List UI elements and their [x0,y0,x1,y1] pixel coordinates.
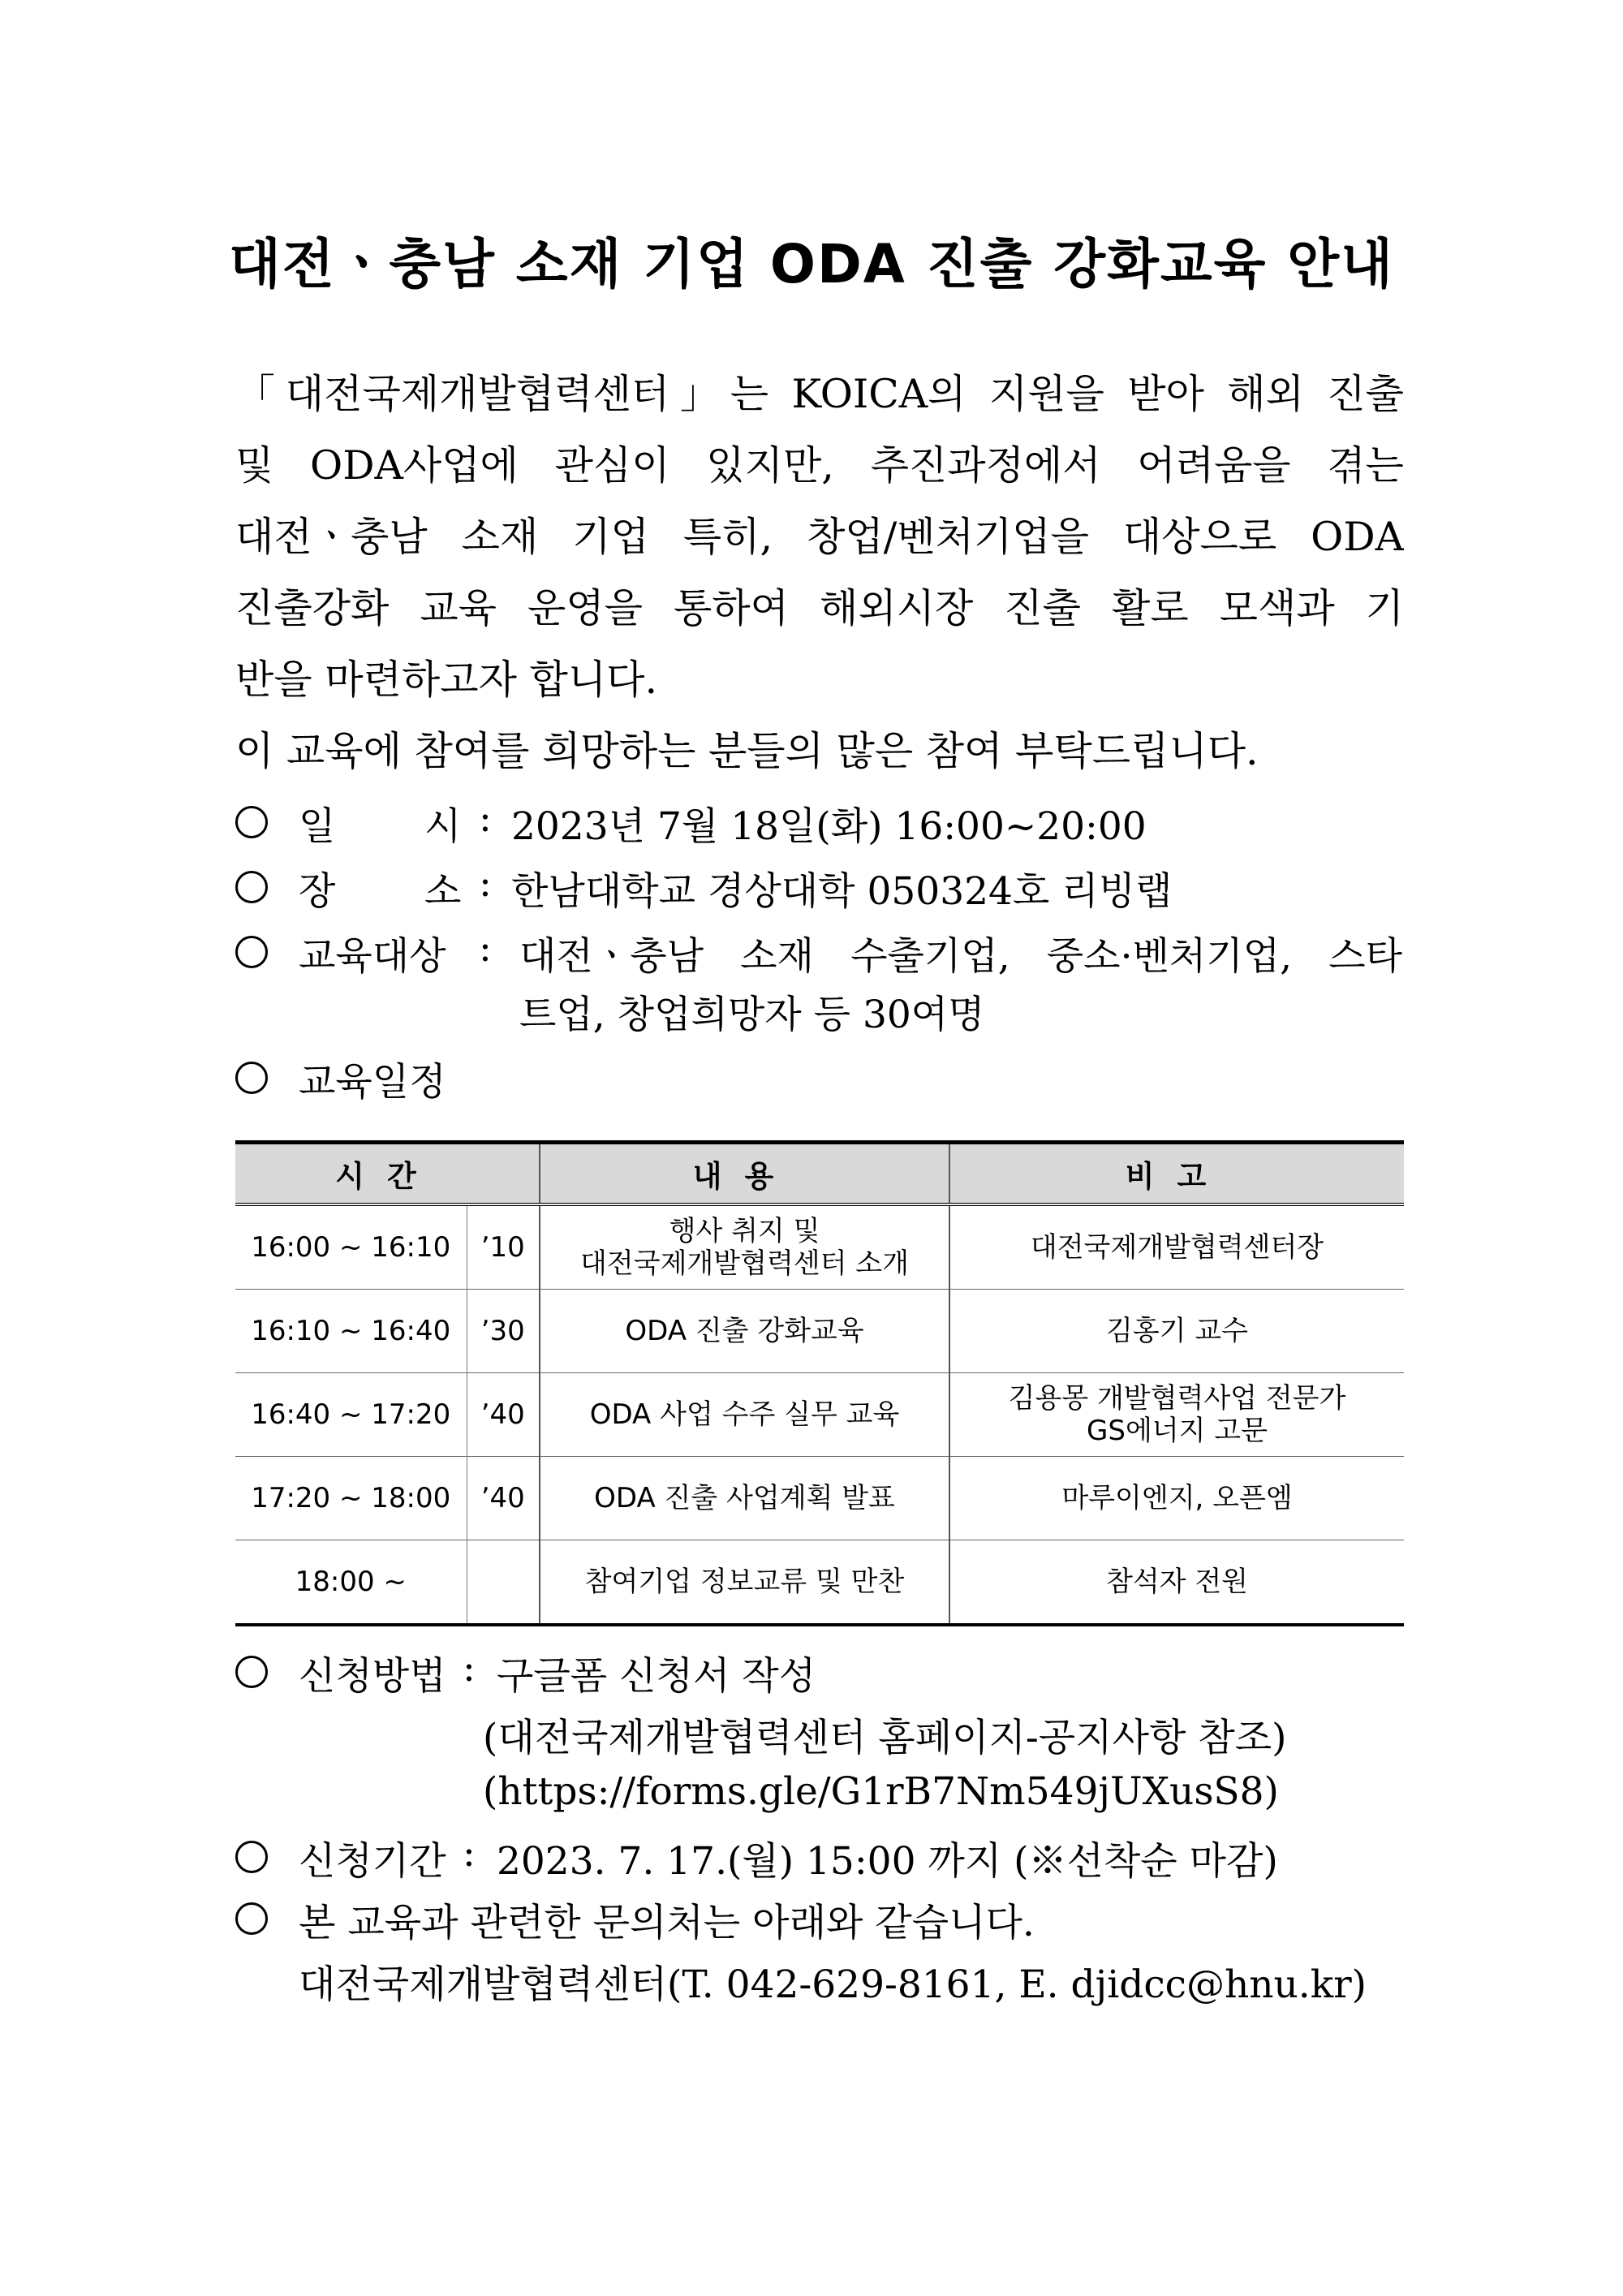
header-content: 내용 [540,1143,949,1205]
target-item: 교육대상 : 대전ㆍ충남 소재 수출기업, 중소·벤처기업, 스타 [235,921,1412,986]
intro-line: 반을 마련하고자 합니다. [235,657,658,703]
schedule-heading-item [235,1047,1412,1112]
row-time: 17:20 ~ 18:00 [235,1457,467,1540]
method-url: (https://forms.gle/G1rB7Nm549jUXusS8) [483,1769,1279,1814]
row-note: 김용몽 개발협력사업 전문가 GS에너지 고문 [949,1373,1404,1457]
row-duration: ’10 [467,1204,540,1290]
table-header-row [235,1143,1404,1205]
circle-bullet-icon [235,1902,268,1935]
place-label: 장 소 [299,869,462,914]
contact-line: 본 교육과 관련한 문의처는 아래와 같습니다. [299,1901,1035,1945]
row-time: 18:00 ~ [235,1540,467,1626]
period-item: 신청기간 : 2023. 7. 17.(월) 15:00 까지 (※선착순 마감) [235,1826,1412,1888]
place-value: 한남대학교 경상대학 050324호 리빙랩 [511,869,1173,914]
circle-bullet-icon [235,1062,268,1094]
header-note: 비고 [949,1143,1404,1205]
row-content: 행사 취지 및 대전국제개발협력센터 소개 [540,1204,949,1290]
intro-line: 대전ㆍ충남 소재 기업 특히, 창업/벤처기업을 대상으로 ODA [235,514,1404,560]
row-time: 16:10 ~ 16:40 [235,1290,467,1373]
date-item: 일 시 : 2023년 7월 18일(화) 16:00~20:00 [235,791,1412,856]
place-item: 장 소 : 한남대학교 경상대학 050324호 리빙랩 [235,856,1412,921]
row-duration [467,1540,540,1626]
date-value: 2023년 7월 18일(화) 16:00~20:00 [511,804,1147,849]
row-duration: ’30 [467,1290,540,1373]
row-content: ODA 진출 강화교육 [540,1290,949,1373]
intro-line: 진출강화 교육 운영을 통하여 해외시장 진출 활로 모색과 기 [235,585,1404,631]
table-row [235,1540,1404,1626]
method-label: 신청방법 [299,1654,446,1699]
row-time: 16:40 ~ 17:20 [235,1373,467,1457]
table-row [235,1457,1404,1540]
table-row [235,1204,1404,1290]
intro-line: 및 ODA사업에 관심이 있지만, 추진과정에서 어려움을 겪는 [235,442,1404,489]
row-note: 김홍기 교수 [949,1290,1404,1373]
method-note: (대전국제개발협력센터 홈페이지-공지사항 참조) [483,1716,1287,1760]
schedule-table [235,1140,1404,1626]
intro-line: 「대전국제개발협력센터」는 KOICA의 지원을 받아 해외 진출 [235,371,1404,417]
row-note: 참석자 전원 [949,1540,1404,1626]
table-row [235,1373,1404,1457]
method-value: 구글폼 신청서 작성 [497,1654,816,1699]
row-content: ODA 사업 수주 실무 교육 [540,1373,949,1457]
period-value: 2023. 7. 17.(월) 15:00 까지 (※선착순 마감) [497,1839,1278,1884]
table-row [235,1290,1404,1373]
circle-bullet-icon [235,871,268,903]
row-note: 마루이엔지, 오픈엠 [949,1457,1404,1540]
details-list [235,791,1412,1112]
method-item: 신청방법 : 구글폼 신청서 작성 [235,1641,1412,1703]
row-duration: ’40 [467,1457,540,1540]
application-info [235,1641,1412,2011]
intro-closing: 이 교육에 참여를 희망하는 분들의 많은 참여 부탁드립니다. [235,728,1259,774]
target-label: 교육대상 [299,934,446,979]
circle-bullet-icon [235,936,268,968]
target-value: 대전ㆍ충남 소재 수출기업, 중소·벤처기업, 스타 [519,934,1402,979]
target-value-cont: 트업, 창업희망자 등 30여명 [519,993,985,1037]
row-note: 대전국제개발협력센터장 [949,1204,1404,1290]
date-label: 일 시 [299,804,462,849]
row-time: 16:00 ~ 16:10 [235,1204,467,1290]
schedule-heading: 교육일정 [299,1060,446,1105]
row-duration: ’40 [467,1373,540,1457]
row-content: 참여기업 정보교류 및 만찬 [540,1540,949,1626]
circle-bullet-icon [235,806,268,838]
page-title: 대전ㆍ충남 소재 기업 ODA 진출 강화교육 안내 [229,233,1394,295]
circle-bullet-icon [235,1841,268,1873]
period-label: 신청기간 [299,1839,446,1884]
circle-bullet-icon [235,1656,268,1688]
header-time: 시간 [235,1143,540,1205]
contact-detail: 대전국제개발협력센터(T. 042-629-8161, E. djidcc@hnu.kr) [299,1962,1367,2007]
intro-paragraph [235,359,1404,787]
row-content: ODA 진출 사업계획 발표 [540,1457,949,1540]
contact-item [235,1888,1412,1949]
